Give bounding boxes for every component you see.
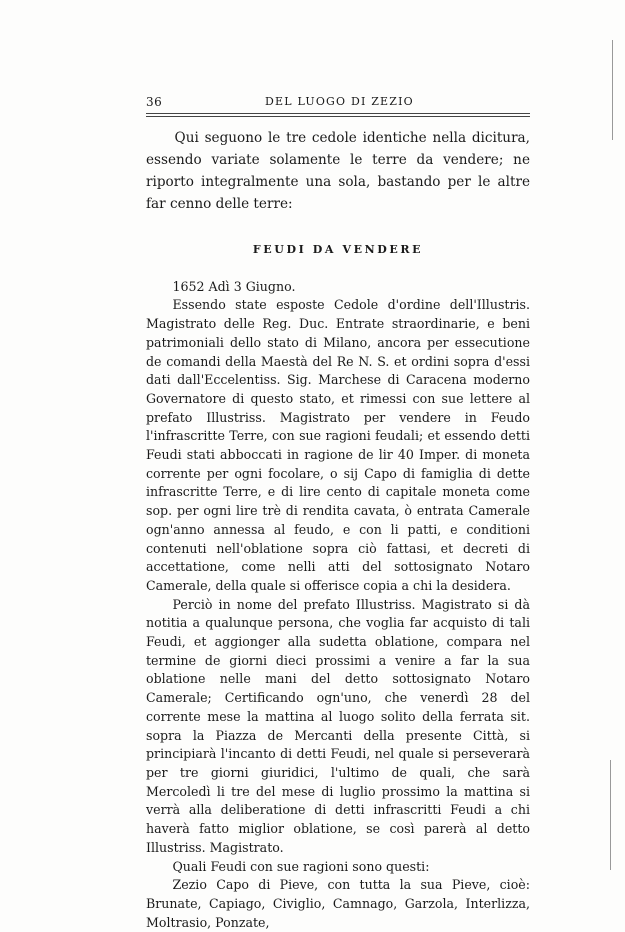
margin-mark xyxy=(610,760,611,870)
paragraph: Perciò in nome del prefato Illustriss. Magistrato si dà notitia a qualunque persona, che voglia far acquisto di tali Feudi, et aggionger alla sudetta oblatione, compara nel termine de giorni dieci prossimi a venire a far la sua oblatione nelle mani del detto sottosignato Notaro Camerale; Certificando ogn'uno, che venerdì 28 del corrente mese la mattina al luogo solito della ferrata sit. sopra la Piazza de Mercanti della presente Città, si principiarà l'incanto di detti Feudi, nel quale si perseverarà per tre giorni giuridici, l'ultimo de quali, che sarà Mercoledì li tre del mese di luglio prossimo la mattina si verrà alla deliberatione di detti infrascritti Feudi a chi haverà fatto miglior oblatione, se così parerà al detto Illustriss. Magistrato. xyxy=(146,596,530,855)
section-heading: FEUDI DA VENDERE xyxy=(252,243,424,256)
page-number: 36 xyxy=(146,95,163,109)
page-body xyxy=(146,127,530,932)
paragraph: Essendo state esposte Cedole d'ordine dell'Illustris. Magistrato delle Reg. Duc. Entrate straordinarie, e beni patrimoniali dello stato di Milano, ancora per essecutione de comandi della Maestà del Re N. S. et ordini sopra d'essi dati dall'Eccelentiss. Sig. Marchese di Caracena moderno Governatore di questo stato, et rimessi con sue lettere al prefato Illustriss. Magistrato per vendere in Feudo l'infrascritte Terre, con sue ragioni feudali; et essendo detti Feudi stati abboccati in ragione de lir 40 Imper. di moneta corrente per ogni focolare, o sij Capo di famiglia di dette infrascritte Terre, e di lire cento di capitale moneta come sop. per ogni lire trè di rendita cavata, ò entrata Camerale ogn'anno annessa al feudo, e con li patti, e conditioni contenuti nell'oblatione sopra ciò fattasi, et decreti di accettatione, come nelli atti del sottosignato Notaro Camerale, della quale si offerisce copia a chi la desidera. xyxy=(146,297,530,593)
paragraph: Quali Feudi con sue ragioni sono questi: xyxy=(172,858,430,874)
running-title: DEL LUOGO DI ZEZIO xyxy=(265,95,414,108)
paragraph: Zezio Capo di Pieve, con tutta la sua Pieve, cioè: Brunate, Capiago, Civiglio, Camnago, Garzola, Interlizza, Moltrasio, Ponzate, xyxy=(146,877,530,930)
intro-paragraph: Qui seguono le tre cedole identiche nella dicitura, essendo variate solamente le terre da vendere; ne riporto integralmente una sola, bastando per le altre far cenno delle terre: xyxy=(146,130,530,212)
header-rule xyxy=(146,113,530,117)
margin-mark xyxy=(612,40,613,140)
date-line: 1652 Adì 3 Giugno. xyxy=(172,278,296,294)
